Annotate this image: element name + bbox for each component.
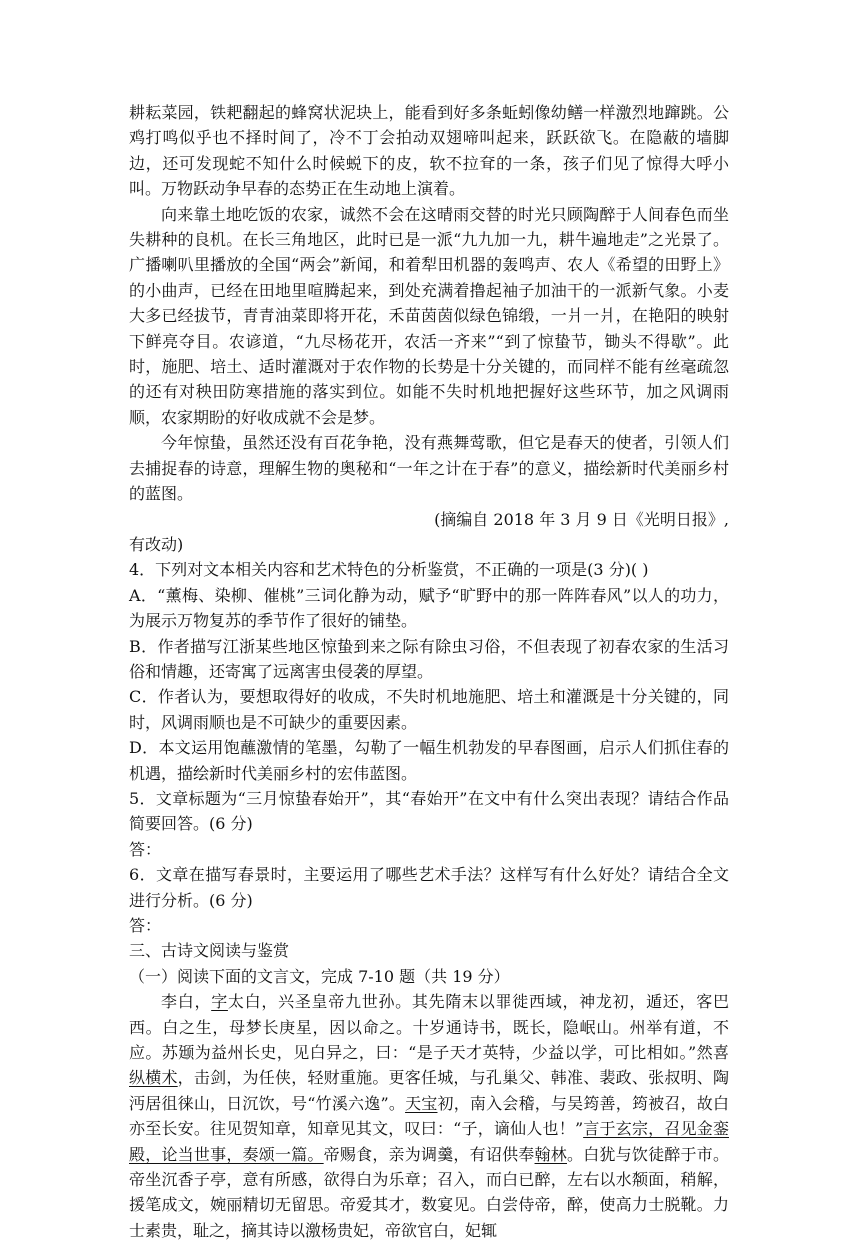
question-6: 6．文章在描写春景时，主要运用了哪些艺术手法？这样写有什么好处？请结合全文进行分析。(6 分) — [129, 865, 729, 910]
text-run: 太白，兴圣皇帝九世孙。其先隋末以罪徙西域，神龙初，遁还，客巴西。白之生，母梦长庚星，因以命之。十岁通诗书，既长，隐岷山。州举有道，不应。苏颋为益州长史，见白异之，曰：“是子天才英特，少益以学，可比相如。”然喜 — [129, 992, 729, 1063]
underlined-term: 纵横术 — [129, 1068, 178, 1088]
option-c: C．作者认为，要想取得好的收成，不失时机地施肥、培土和灌溉是十分关键的，同时，风调雨顺也是不可缺少的重要因素。 — [129, 687, 729, 732]
passage-paragraph-3: 今年惊蛰，虽然还没有百花争艳，没有燕舞莺歌，但它是春天的使者，引领人们去捕捉春的诗意，理解生物的奥秘和“一年之计在于春”的意义，描绘新时代美丽乡村的蓝图。 — [129, 433, 729, 504]
document-page — [129, 100, 729, 1243]
section-heading: 三、古诗文阅读与鉴赏 — [129, 941, 290, 961]
option-d: D．本文运用饱蘸激情的笔墨，勾勒了一幅生机勃发的早春图画，启示人们抓住春的机遇，描绘新时代美丽乡村的宏伟蓝图。 — [129, 738, 729, 783]
question-5: 5．文章标题为“三月惊蛰春始开”，其“春始开”在文中有什么突出表现？请结合作品简要回答。(6 分) — [129, 788, 729, 834]
section-subheading: （一）阅读下面的文言文，完成 7-10 题（共 19 分） — [129, 966, 510, 986]
source-citation: (摘编自 2018 年 3 月 9 日《光明日报》, — [434, 509, 729, 529]
option-a: A．“薰梅、染柳、催桃”三词化静为动，赋予“旷野中的那一阵阵春风”以人的功力，为展示万物复苏的季节作了很好的铺垫。 — [129, 585, 729, 631]
classical-text — [129, 989, 729, 1243]
text-run: ，击剑，为任侠，轻财重施。更客任城，与孔巢父、韩准、裴政、张叔明、陶沔居徂徕山，日沉饮，号“竹溪六逸”。 — [129, 1068, 729, 1113]
source-citation-cont: 有改动) — [129, 534, 184, 554]
passage-paragraph-1: 耕耘菜园，铁耙翻起的蜂窝状泥块上，能看到好多条蚯蚓像幼鳝一样激烈地蹿跳。公鸡打鸣似乎也不择时间了，冷不丁会拍动双翅啼叫起来，跃跃欲飞。在隐蔽的墙脚边，还可发现蛇不知什么时候蜕下的皮，软不拉耷的一条，孩子们见了惊得大呼小叫。万物跃动争早春的态势正在生动地上演着。 — [129, 103, 729, 199]
answer-label-5: 答： — [129, 839, 162, 859]
option-b: B．作者描写江浙某些地区惊蛰到来之际有除虫习俗，不但表现了初春农家的生活习俗和情趣，还寄寓了远离害虫侵袭的厚望。 — [129, 636, 729, 681]
underlined-sentence: 言于玄宗，召见金銮殿，论当世事，奏颂一篇。 — [129, 1119, 729, 1164]
text-run: 。白犹与饮徒醉于市。帝坐沉香子亭，意有所感，欲得白为乐章；召入，而白已醉，左右以水颒面，稍解，援笔成文，婉丽精切无留思。帝爱其才，数宴见。白尝侍帝，醉，使高力士脱靴。力士素贵，耻之，摘其诗以激杨贵妃，帝欲官白，妃辄 — [129, 1144, 729, 1240]
text-run: 初，南入会稽，与吴筠善，筠被召，故白亦至长安。往见贺知章，知章见其文，叹曰：“子，谪仙人也！” — [129, 1093, 729, 1139]
answer-label-6: 答： — [129, 916, 162, 935]
text-run: 李白， — [161, 992, 212, 1012]
question-4: 4．下列对文本相关内容和艺术特色的分析鉴赏，不正确的一项是(3 分)( ) — [129, 560, 649, 580]
underlined-term: 字 — [211, 992, 228, 1012]
underlined-term: 翰林 — [534, 1144, 567, 1164]
underlined-term: 天宝 — [405, 1093, 438, 1113]
text-run: 帝赐食，亲为调羹，有诏供奉 — [323, 1144, 535, 1164]
passage-paragraph-2: 向来靠土地吃饭的农家，诚然不会在这晴雨交替的时光只顾陶醉于人间春色而坐失耕种的良机。在长三角地区，此时已是一派“九九加一九，耕牛遍地走”之光景了。广播喇叭里播放的全国“两会”新闻，和着犁田机器的轰鸣声、农人《希望的田野上》的小曲声，已经在田地里喧腾起来，到处充满着撸起袖子加油干的一派新气象。小麦大多已经拔节，青青油菜即将开花，禾苗茵茵似绿色锦缎，一爿一爿，在艳阳的映射下鲜亮夺目。农谚道，“九尽杨花开，农活一齐来”“到了惊蛰节，锄头不得歇”。此时，施肥、培土、适时灌溉对于农作物的长势是十分关键的，而同样不能有丝毫疏忽的还有对秧田防寒措施的落实到位。如能不失时机地把握好这些环节，加之风调雨顺，农家期盼的好收成就不会是梦。 — [129, 204, 729, 427]
